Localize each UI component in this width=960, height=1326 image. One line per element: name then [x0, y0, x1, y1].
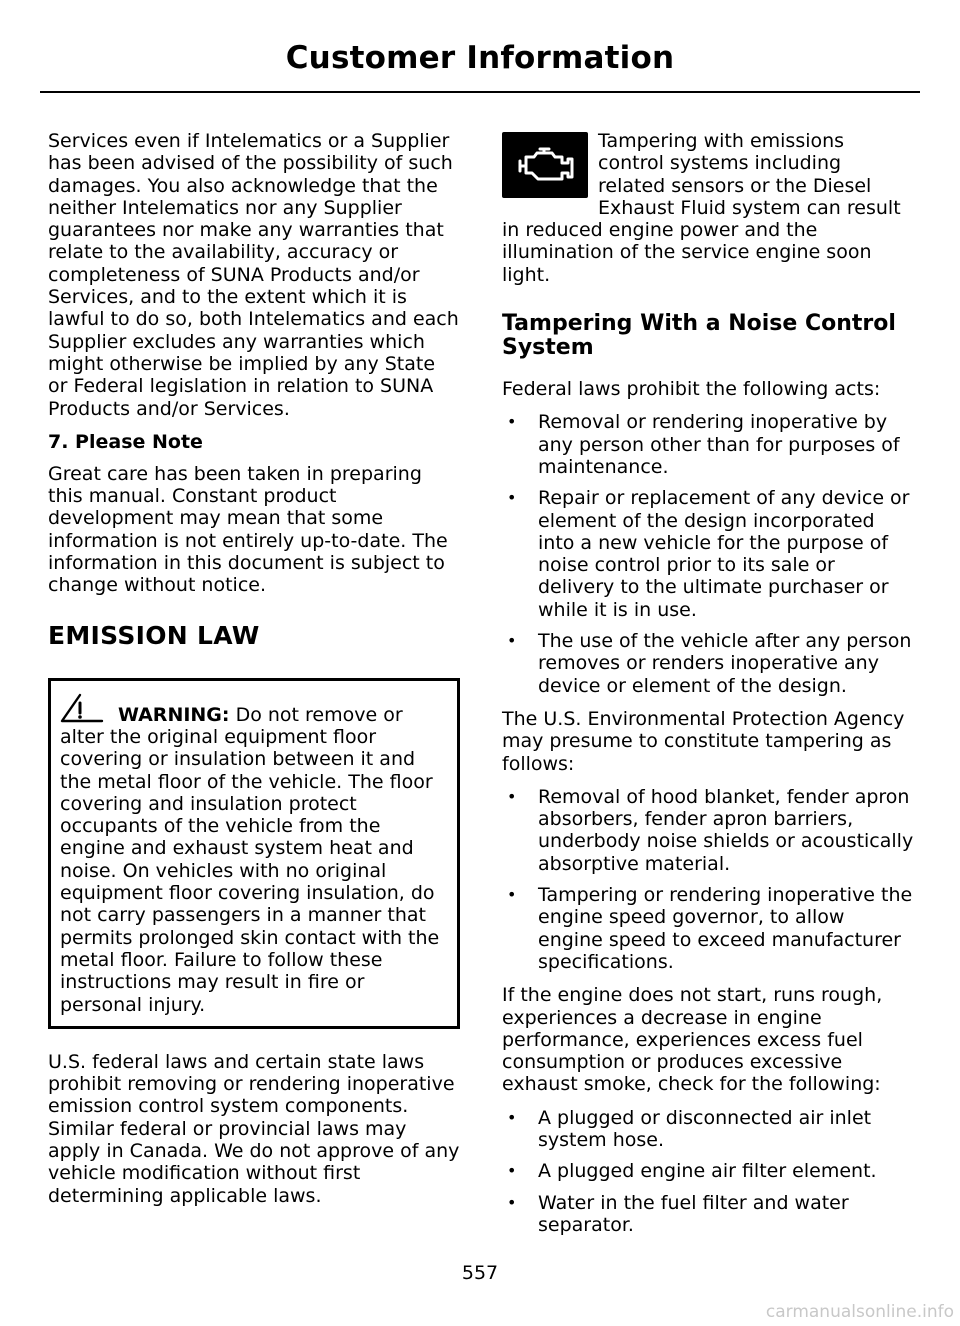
- emission-paragraph: Tampering with emissions control systems including related sensors or the Diesel Exhaust Fluid system can result in reduced engine power and the illumination of the service engine soon light.: [502, 130, 901, 286]
- watermark: carmanualsonline.info: [765, 1302, 954, 1322]
- warning-text: Do not remove or alter the original equipment floor covering or insulation between it and the metal floor of the vehicle. The floor covering and insulation protect occupants of the vehicle from the engine and exhaust system heat and noise. On vehicles with no original equipment floor covering insulation, do not carry passengers in a manner that permits prolonged skin contact with the metal floor. Failure to follow these instructions may result in fire or personal injury.: [60, 703, 440, 1016]
- note-heading: 7. Please Note: [48, 430, 203, 453]
- list-item: • Water in the fuel filter and water separator.: [502, 1192, 914, 1237]
- right-column: [502, 130, 914, 1247]
- federal-intro: Federal laws prohibit the following acts:: [502, 378, 881, 401]
- list-item: • A plugged or disconnected air inlet system hose.: [502, 1107, 914, 1152]
- list-item: • Tampering or rendering inoperative the engine speed governor, to allow engine speed to exceed manufacturer specifications.: [502, 884, 914, 973]
- noise-control-heading: Tampering With a Noise Control System: [502, 311, 896, 361]
- engine-intro: If the engine does not start, runs rough, experiences a decrease in engine performance, experiences excess fuel consumption or produces excessive exhaust smoke, check for the following:: [502, 984, 883, 1096]
- page-title: Customer Information: [285, 40, 675, 76]
- warning-label: WARNING:: [118, 703, 230, 726]
- federal-list: [502, 411, 914, 697]
- check-engine-glyph: [512, 143, 578, 187]
- warning-box: [48, 678, 460, 1029]
- left-column: [48, 130, 460, 1218]
- laws-paragraph: U.S. federal laws and certain state laws prohibit removing or rendering inoperative emission control system components. Similar federal or provincial laws may apply in Canada. We do not approve of any vehicle modification without first determining applicable laws.: [48, 1050, 460, 1207]
- warning-triangle-icon: [60, 693, 104, 723]
- check-engine-icon: [502, 132, 588, 198]
- list-item: • The use of the vehicle after any person removes or renders inoperative any device or element of the design.: [502, 630, 914, 697]
- list-item: • Removal of hood blanket, fender apron absorbers, fender apron barriers, underbody noise shields or acoustically absorptive material.: [502, 786, 914, 875]
- list-item: • Repair or replacement of any device or element of the design incorporated into a new vehicle for the purpose of noise control prior to its sale or delivery to the ultimate purchaser or while it is in use.: [502, 487, 914, 621]
- list-item: • Removal or rendering inoperative by any person other than for purposes of maintenance.: [502, 411, 914, 478]
- intro-paragraph: Services even if Intelematics or a Supplier has been advised of the possibility of such damages. You also acknowledge that the neither Intelematics nor any Supplier guarantees nor make any warranties that relate to the availability, accuracy or completeness of SUNA Products and/or Services, and to the extent which it is lawful to do so, both Intelematics and each Supplier excludes any warranties which might otherwise be implied by any State or Federal legislation in relation to SUNA Products and/or Services.: [48, 130, 459, 420]
- page-number: 557: [461, 1262, 499, 1284]
- epa-intro: The U.S. Environmental Protection Agency may presume to constitute tampering as follows:: [502, 707, 905, 775]
- section-heading-emission-law: EMISSION LAW: [48, 620, 260, 650]
- epa-list: [502, 786, 914, 973]
- header-divider: [40, 91, 920, 93]
- emission-tampering-block: [502, 130, 914, 286]
- list-item: • A plugged engine air filter element.: [502, 1160, 914, 1182]
- note-paragraph: Great care has been taken in preparing this manual. Constant product development may mean that some information is not entirely up-to-date. The information in this document is subject to change without notice.: [48, 462, 448, 597]
- engine-check-list: [502, 1107, 914, 1236]
